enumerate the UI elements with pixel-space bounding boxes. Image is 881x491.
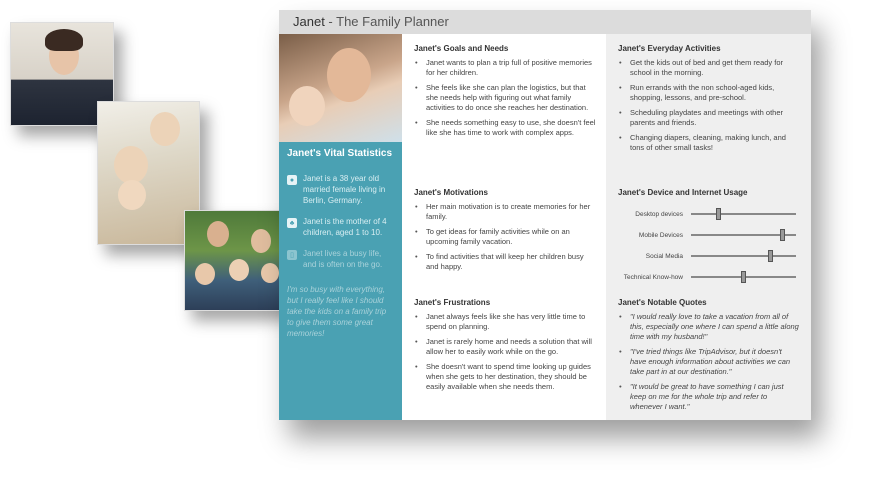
quotes-heading: Janet's Notable Quotes [618,298,707,307]
frustrations-heading: Janet's Frustrations [414,298,491,307]
usage-slider-knob [780,229,785,241]
usage-slider-row [618,250,799,262]
right-column [606,34,811,420]
face-shape [114,146,148,184]
usage-label: Technical Know-how [623,273,683,281]
everyday-section [618,44,799,178]
vital-stat-text: Janet lives a busy life, and is often on the go. [303,249,383,269]
list-item: • To find activities that will keep her children busy and happy. [414,252,597,272]
persona-card [279,10,811,420]
list-item: • Janet always feels like she has very little time to spend on planning. [414,312,597,332]
usage-slider-row [618,229,799,241]
usage-slider-row [618,271,799,283]
motivations-heading: Janet's Motivations [414,188,488,197]
list-item: • Run errands with the non school-aged kids, shopping, lessons, and pre-school. [618,83,799,103]
usage-slider-track [691,276,796,278]
face-shape [327,48,371,102]
usage-slider-track [691,234,796,236]
goals-heading: Janet's Goals and Needs [414,44,509,53]
goals-list [414,58,597,138]
usage-slider-track [691,213,796,215]
vital-stat-text: Janet is the mother of 4 children, aged 1 to 10. [303,217,387,237]
list-item: • Janet is rarely home and needs a solution that will allow her to easily work while on the go. [414,337,597,357]
motivations-list [414,202,597,272]
usage-slider-track [691,255,796,257]
vital-statistics-heading: Janet's Vital Statistics [287,148,393,159]
vital-stat-item [279,248,402,280]
face-shape [289,86,325,126]
list-item: • She doesn't want to spend time looking up guides when she gets to her destination, they should be easily available when she needs them. [414,362,597,392]
middle-column [406,34,605,420]
frustrations-list [414,312,597,392]
vital-statistics-sidebar [279,34,402,420]
list-item: • Janet wants to plan a trip full of positive memories for her children. [414,58,597,78]
vital-stat-text: Janet is a 38 year old married female living in Berlin, Germany. [303,174,386,205]
usage-slider-knob [768,250,773,262]
phone-icon: ▯ [287,250,297,260]
family-icon: ♣ [287,218,297,228]
face-shape [229,259,249,281]
usage-label: Social Media [645,252,683,260]
usage-label: Mobile Devices [638,231,683,239]
face-shape [195,263,215,285]
face-shape [207,221,229,247]
list-item: • She needs something easy to use, she doesn't feel like she has time to work with complex apps. [414,118,597,138]
face-shape [261,263,279,283]
title-separator: - [324,14,337,29]
usage-slider-knob [741,271,746,283]
face-shape [118,180,146,210]
list-item: • "I've tried things like TripAdvisor, but it doesn't have enough information about activities we can take part in at our destination." [618,347,799,377]
family-photo [184,210,288,311]
list-item: • "It would be great to have something I can just keep on me for the whole trip and refer to whenever I want." [618,382,799,412]
list-item: • Her main motivation is to create memories for her family. [414,202,597,222]
usage-label: Desktop devices [635,210,683,218]
usage-section [618,188,799,288]
list-item: • She feels like she can plan the logistics, but that she needs help with figuring out what family activities to do once she reaches her destination. [414,83,597,113]
persona-role: The Family Planner [336,14,449,29]
face-shape [251,229,271,253]
usage-slider-row [618,208,799,220]
persona-name: Janet [293,14,325,29]
vital-stat-item [279,216,402,248]
usage-slider-knob [716,208,721,220]
quotes-list [618,312,799,412]
face-shape [150,112,180,146]
vital-stat-item [279,173,402,216]
quotes-section [618,298,799,412]
person-icon: ● [287,175,297,185]
list-item: • Get the kids out of bed and get them ready for school in the morning. [618,58,799,78]
list-item: • Scheduling playdates and meetings with other parents and friends. [618,108,799,128]
sidebar-quote: I'm so busy with everything, but I really feel like I should take the kids on a family trip to give them some great memories! [287,285,387,338]
persona-portrait [279,34,402,142]
frustrations-section [414,298,597,392]
everyday-heading: Janet's Everyday Activities [618,44,721,53]
goals-section [414,44,597,178]
usage-heading: Janet's Device and Internet Usage [618,188,748,197]
hair-shape [45,29,83,51]
everyday-list [618,58,799,153]
list-item: • "I would really love to take a vacation from all of this, especially one where I can spend a little along time with my husband!" [618,312,799,342]
motivations-section [414,188,597,288]
list-item: • To get ideas for family activities while on an upcoming family vacation. [414,227,597,247]
card-title [279,10,811,34]
list-item: • Changing diapers, cleaning, making lunch, and tons of other small tasks! [618,133,799,153]
